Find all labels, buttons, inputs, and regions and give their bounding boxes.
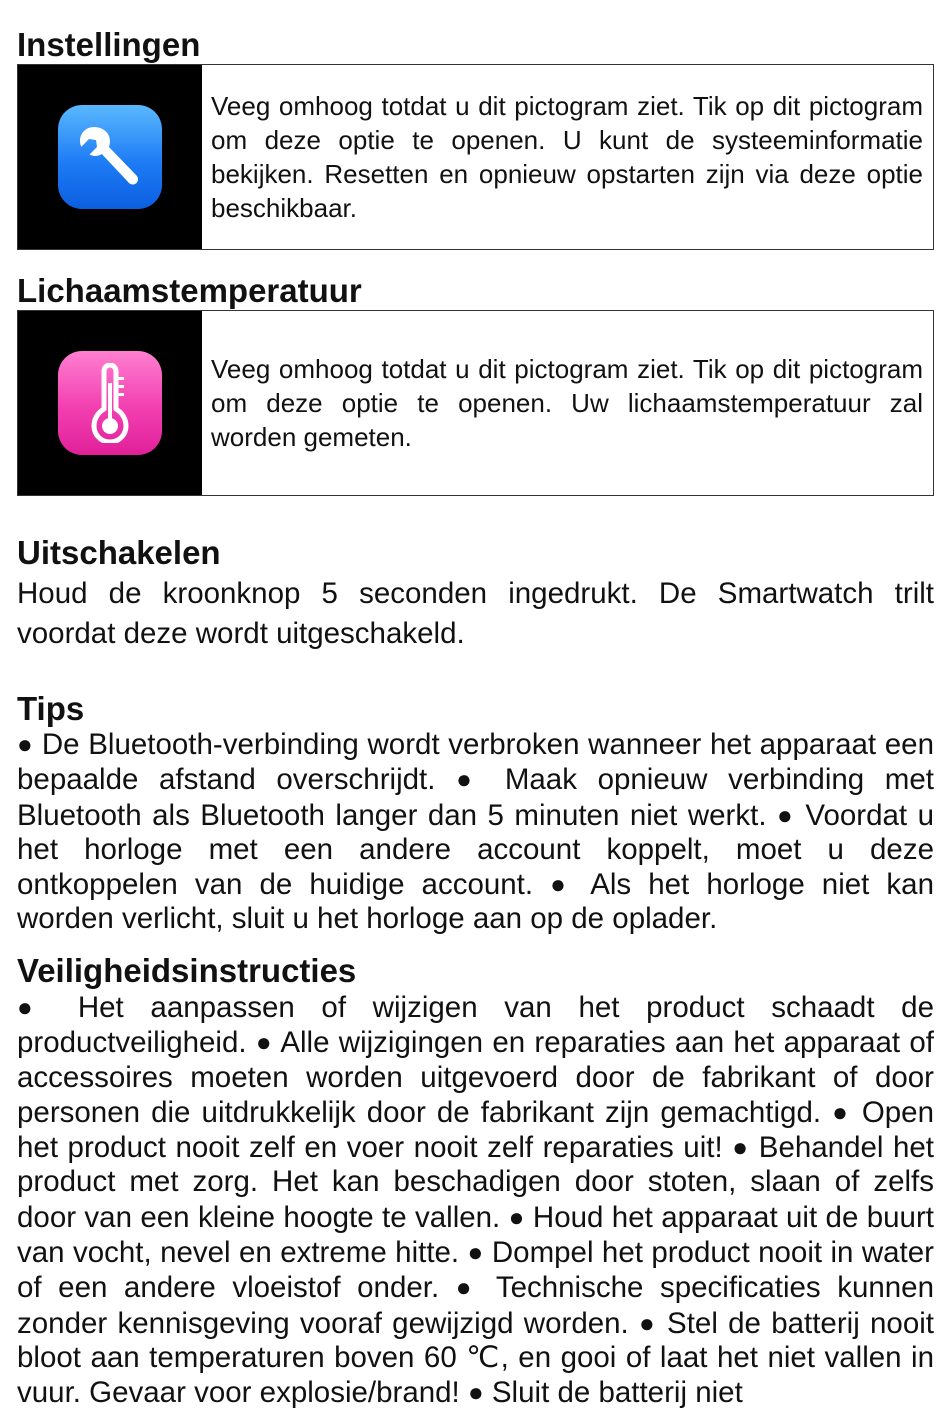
bullet-icon: ● (455, 1272, 480, 1303)
section-title-tips: Tips (17, 690, 85, 727)
bullet-icon: ● (732, 1132, 750, 1163)
safety-item: Dompel het product nooit in water of een andere vloeistof onder. (17, 1236, 934, 1305)
safety-item: Technische specificaties kunnen zonder kennisgeving vooraf gewijzigd worden. (17, 1271, 934, 1340)
temperature-description: Veeg omhoog totdat u dit pictogram ziet. Tik op dit pictogram om deze optie te openen. Uw lichaamstemperatuur zal worden gemeten. (211, 354, 923, 452)
settings-icon-cell (18, 65, 202, 249)
section-title-shutdown: Uitschakelen (17, 534, 221, 571)
safety-item: Stel de batterij nooit bloot aan temperaturen boven 60 ℃, en gooi of laat het niet vallen in vuur. Gevaar voor explosie/brand! (17, 1306, 934, 1410)
bullet-icon: ● (467, 1237, 484, 1268)
safety-item: Houd het apparaat uit de buurt van vocht, nevel en extreme hitte. (17, 1200, 934, 1270)
bullet-icon: ● (255, 1027, 273, 1058)
settings-app-icon (58, 105, 162, 209)
bullet-icon: ● (639, 1307, 657, 1338)
thermometer-icon (74, 363, 146, 443)
bullet-icon: ● (467, 1377, 484, 1408)
shutdown-text: Houd de kroonknop 5 seconden ingedrukt. De Smartwatch trilt voordat deze wordt uitgeschakeld. (17, 577, 934, 650)
bullet-icon: ● (17, 992, 52, 1022)
temperature-app-icon (58, 351, 162, 455)
settings-description: Veeg omhoog totdat u dit pictogram ziet. Tik op dit pictogram om deze optie te openen. U kunt de systeeminformatie bekijken. Resetten en opnieuw opstarten zijn via deze optie beschikbaar. (211, 91, 923, 223)
tip-item: De Bluetooth-verbinding wordt verbroken wanneer het apparaat een bepaalde afstand overschrijdt. (17, 728, 934, 797)
safety-list (17, 990, 934, 1411)
temperature-icon-cell (18, 311, 202, 495)
bullet-icon: ● (776, 799, 795, 830)
temperature-feature-box (17, 310, 934, 496)
section-title-temperature: Lichaamstemperatuur (17, 272, 362, 309)
section-title-settings: Instellingen (17, 26, 201, 63)
safety-item: Sluit de batterij niet (491, 1376, 743, 1410)
settings-feature-box (17, 64, 934, 250)
safety-item: Open het product nooit zelf en voer nooit zelf reparaties uit! (17, 1095, 934, 1165)
safety-item: Alle wijzigingen en reparaties aan het apparaat of accessoires moeten worden uitgevoerd door de fabrikant of door personen die uitdrukkelijk door de fabrikant zijn gemachtigd. (17, 1026, 934, 1129)
safety-item: Het aanpassen of wijzigen van het product schaadt de productveiligheid. (17, 991, 934, 1060)
tip-item: Voordat u het horloge met een andere account koppelt, moet u deze ontkoppelen van de huidige account. (17, 798, 934, 902)
bullet-icon: ● (456, 764, 485, 795)
bullet-icon: ● (550, 869, 575, 900)
tip-item: Als het horloge niet kan worden verlicht, sluit u het horloge aan op de oplader. (17, 868, 934, 936)
section-title-safety: Veiligheidsinstructies (17, 952, 357, 989)
bullet-icon: ● (832, 1096, 851, 1127)
tips-list (17, 727, 934, 937)
bullet-icon: ● (17, 729, 34, 759)
tip-item: Maak opnieuw verbinding met Bluetooth als Bluetooth langer dan 5 minuten niet werkt. (17, 763, 934, 832)
bullet-icon: ● (508, 1201, 525, 1232)
wrench-icon (74, 121, 146, 193)
safety-item: Behandel het product met zorg. Het kan beschadigen door stoten, slaan of zelfs door van een kleine hoogte te vallen. (17, 1131, 934, 1234)
